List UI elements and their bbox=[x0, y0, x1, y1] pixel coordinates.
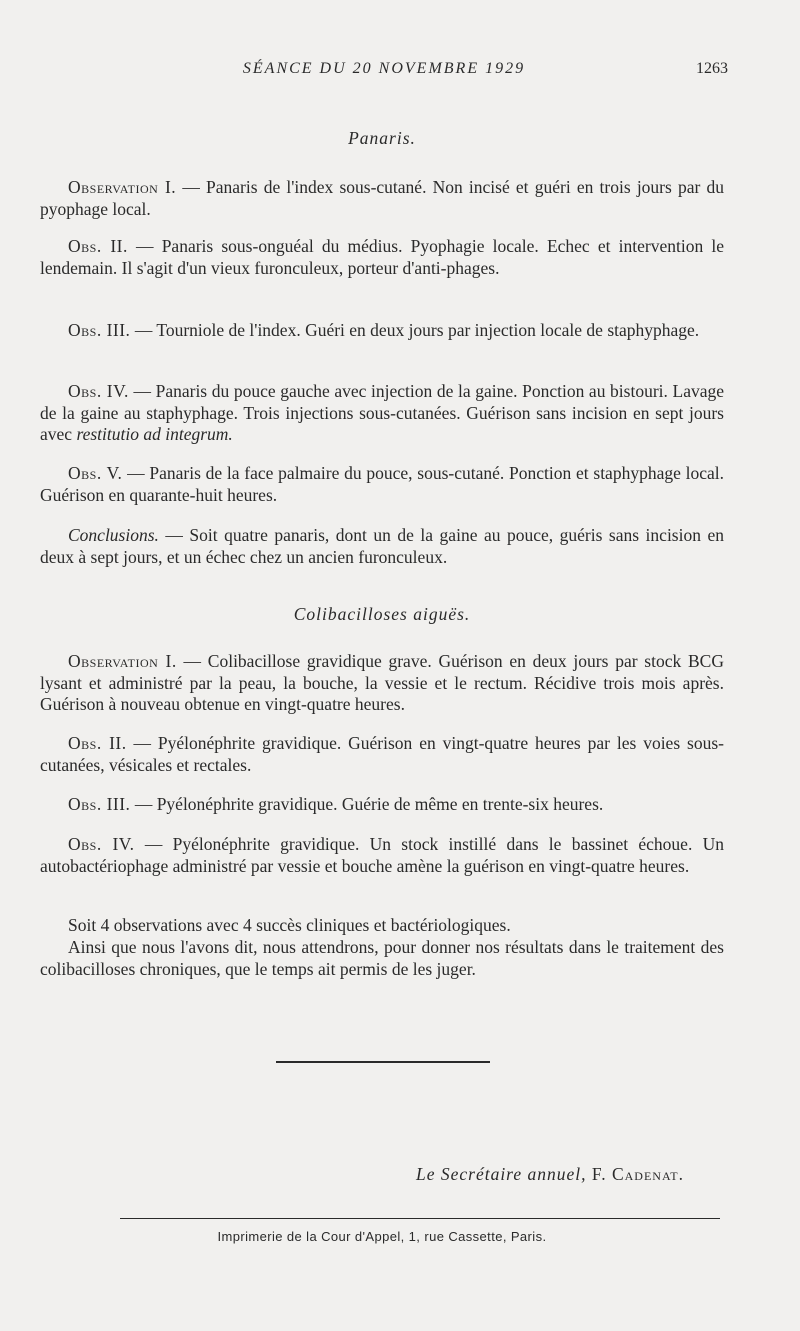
observation-label: Observation I. bbox=[68, 177, 177, 197]
observation-text: — Colibacillose gravidique grave. Guérison en deux jours par stock BCG lysant et administré par la peau, la bouche, la vessie et le rectum. Récidive trois mois après. Guérison à nouveau obtenue en vingt-quatre heures. bbox=[40, 651, 724, 714]
panaris-conclusions bbox=[40, 525, 724, 568]
colibacilloses-observation-3 bbox=[40, 794, 724, 816]
observation-label: Obs. III. bbox=[68, 794, 131, 814]
panaris-observation-2 bbox=[40, 236, 724, 279]
closing-line-2: Ainsi que nous l'avons dit, nous attendrons, pour donner nos résultats dans le traitement des colibacilloses chroniques, que le temps ait permis de les juger. bbox=[40, 937, 724, 979]
observation-label: Obs. III. bbox=[68, 320, 131, 340]
running-head: SÉANCE DU 20 NOVEMBRE 1929 bbox=[242, 60, 526, 77]
observation-text: — Panaris du pouce gauche avec injection de la gaine. Ponction au bistouri. Lavage de la gaine au staphyphage. Trois injections sous-cutanées. Guérison sans incision en sept jours avec bbox=[40, 381, 725, 444]
page-number: 1263 bbox=[696, 60, 728, 77]
panaris-observation-3 bbox=[40, 320, 724, 342]
observation-label: Obs. IV. bbox=[68, 834, 135, 854]
footer-divider bbox=[120, 1218, 720, 1219]
panaris-observation-4 bbox=[40, 381, 724, 446]
closing-line-1: Soit 4 observations avec 4 succès cliniques et bactériologiques. bbox=[68, 915, 511, 935]
observation-label: Obs. IV. bbox=[68, 381, 129, 401]
signature bbox=[416, 1164, 684, 1185]
signature-name: F. Cadenat. bbox=[591, 1164, 684, 1184]
printer-imprint: Imprimerie de la Cour d'Appel, 1, rue Cassette, Paris. bbox=[217, 1229, 547, 1244]
signature-role: Le Secrétaire annuel, bbox=[415, 1164, 587, 1184]
observation-label: Obs. V. bbox=[68, 463, 123, 483]
colibacilloses-observation-2 bbox=[40, 733, 724, 776]
section-title-colibacilloses: Colibacilloses aiguës. bbox=[293, 604, 471, 624]
page-header bbox=[40, 60, 728, 82]
conclusions-label: Conclusions. bbox=[68, 525, 159, 545]
observation-text: — Panaris de la face palmaire du pouce, sous-cutané. Ponction et staphyphage local. Guérison en quarante-huit heures. bbox=[40, 463, 724, 505]
conclusions-text: — Soit quatre panaris, dont un de la gaine au pouce, guéris sans incision en deux à sept jours, et un échec chez un ancien furonculeux. bbox=[40, 525, 724, 567]
observation-text: — Pyélonéphrite gravidique. Guérie de même en trente-six heures. bbox=[130, 794, 604, 814]
observation-text: — Panaris de l'index sous-cutané. Non incisé et guéri en trois jours par du pyophage local. bbox=[40, 177, 724, 219]
section-divider bbox=[276, 1061, 490, 1063]
observation-text: — Panaris sous-onguéal du médius. Pyophagie locale. Echec et intervention le lendemain. Il s'agit d'un vieux furonculeux, porteur d'anti-phages. bbox=[40, 236, 724, 278]
colibacilloses-observation-4 bbox=[40, 834, 724, 877]
observation-label: Obs. II. bbox=[68, 733, 127, 753]
observation-italic: restitutio ad integrum. bbox=[76, 424, 233, 444]
observation-label: Observation I. bbox=[68, 651, 177, 671]
colibacilloses-observation-1 bbox=[40, 651, 724, 716]
panaris-observation-1 bbox=[40, 177, 724, 220]
observation-label: Obs. II. bbox=[68, 236, 128, 256]
section-title-panaris: Panaris. bbox=[348, 128, 416, 148]
panaris-observation-5 bbox=[40, 463, 724, 506]
observation-text: — Pyélonéphrite gravidique. Un stock instillé dans le bassinet échoue. Un autobactériophage administré par vessie et bouche amène la guérison en vingt-quatre heures. bbox=[40, 834, 724, 876]
observation-text: — Tourniole de l'index. Guéri en deux jours par injection locale de staphyphage. bbox=[130, 320, 700, 340]
observation-text: — Pyélonéphrite gravidique. Guérison en vingt-quatre heures par les voies sous-cutanées, vésicales et rectales. bbox=[40, 733, 724, 775]
